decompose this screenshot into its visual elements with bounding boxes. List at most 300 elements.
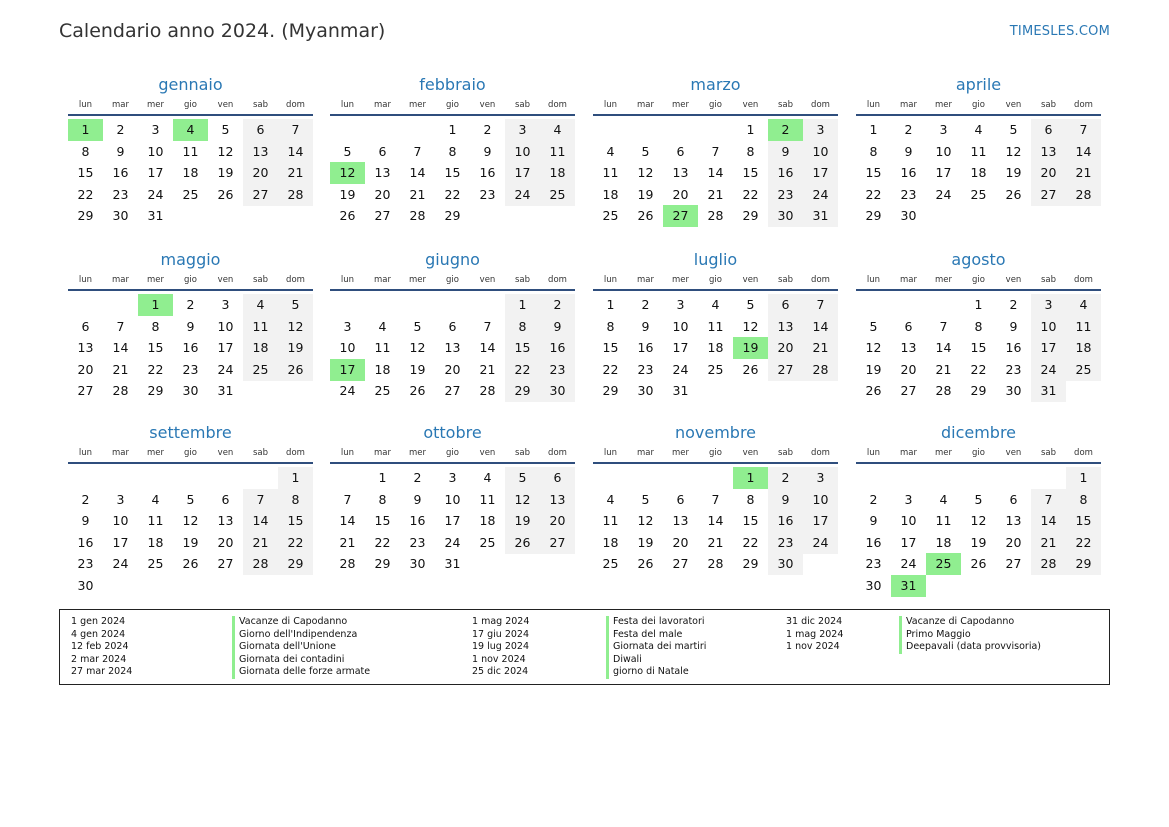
- day-cell: 3: [904, 491, 913, 507]
- day-cell: 2: [768, 467, 803, 489]
- legend-holiday-name: Festa del male: [613, 628, 683, 640]
- weekday-label: dom: [1074, 275, 1093, 285]
- holiday-day-cell: 4: [173, 119, 208, 141]
- legend-date: 25 dic 2024: [472, 666, 529, 678]
- day-cell: 15: [970, 340, 987, 355]
- day-cell: 21: [112, 361, 129, 377]
- day-cell: 15: [602, 340, 619, 355]
- weekday-label: mer: [934, 448, 952, 458]
- weekday-label: dom: [286, 100, 305, 110]
- day-cell: 11: [182, 143, 199, 159]
- legend-date: 1 gen 2024: [71, 616, 126, 627]
- day-cell: 26: [339, 208, 356, 223]
- weekday-label: lun: [340, 448, 355, 458]
- day-cell: 30: [409, 556, 426, 571]
- day-cell: 6: [676, 491, 685, 507]
- weekday-header: [593, 98, 838, 114]
- month-maggio: [68, 249, 313, 423]
- day-cell: 9: [768, 489, 803, 511]
- day-cell: 20: [900, 361, 917, 377]
- day-cell: 18: [182, 165, 199, 180]
- day-cell: 9: [483, 143, 492, 159]
- weekday-label: sab: [777, 448, 794, 458]
- day-cell: 10: [444, 491, 461, 507]
- days-grid: [68, 291, 313, 423]
- day-cell: 28: [243, 553, 278, 575]
- day-cell: 2: [81, 491, 90, 507]
- days-grid: [330, 291, 575, 423]
- day-cell: 19: [409, 361, 426, 377]
- day-cell: 14: [1031, 510, 1066, 532]
- day-cell: 22: [77, 186, 94, 202]
- weekday-header: [593, 446, 838, 462]
- day-cell: 20: [672, 186, 689, 202]
- day-cell: 4: [483, 470, 492, 485]
- legend-date: 19 lug 2024: [472, 641, 529, 653]
- day-cell: 5: [641, 491, 650, 507]
- day-cell: 13: [444, 340, 461, 355]
- day-cell: 1: [746, 122, 755, 137]
- day-cell: 26: [637, 208, 654, 223]
- day-cell: 21: [803, 337, 838, 359]
- day-cell: 30: [77, 577, 94, 593]
- day-cell: 20: [243, 162, 278, 184]
- day-cell: 18: [935, 534, 952, 550]
- day-cell: 19: [1005, 165, 1022, 180]
- day-cell: 28: [935, 383, 952, 398]
- legend-names-col-3: [899, 616, 1041, 654]
- day-cell: 10: [900, 513, 917, 528]
- weekday-label: mar: [112, 275, 129, 285]
- day-cell: 29: [602, 383, 619, 398]
- day-cell: 27: [444, 383, 461, 398]
- day-cell: 2: [116, 122, 125, 137]
- legend-date: 2 mar 2024: [71, 653, 127, 665]
- day-cell: 24: [1031, 359, 1066, 381]
- day-cell: 1: [606, 297, 615, 312]
- day-cell: 17: [444, 513, 461, 528]
- day-cell: 21: [278, 162, 313, 184]
- day-cell: 12: [1005, 143, 1022, 159]
- month-name: dicembre: [940, 423, 1017, 442]
- day-cell: 8: [278, 489, 313, 511]
- day-cell: 30: [637, 383, 654, 398]
- day-cell: 17: [147, 165, 164, 180]
- weekday-label: lun: [866, 448, 881, 458]
- month-name: maggio: [160, 250, 221, 269]
- legend-names-col-2: [606, 616, 706, 679]
- day-cell: 18: [243, 337, 278, 359]
- day-cell: 1: [869, 122, 878, 137]
- days-grid: [856, 291, 1101, 423]
- legend-holiday-name: Giornata dei contadini: [239, 653, 345, 665]
- day-cell: 12: [637, 165, 654, 180]
- legend-holiday-name: Giornata dell'Unione: [239, 641, 337, 653]
- weekday-header: [68, 98, 313, 114]
- day-cell: 25: [602, 208, 619, 223]
- weekday-label: sab: [1040, 100, 1057, 110]
- day-cell: 26: [409, 383, 426, 398]
- day-cell: 27: [1031, 184, 1066, 206]
- day-cell: 4: [939, 491, 948, 507]
- day-cell: 9: [869, 513, 878, 528]
- day-cell: 16: [540, 337, 575, 359]
- month-ottobre: [330, 422, 575, 596]
- day-cell: 19: [182, 534, 199, 550]
- day-cell: 13: [374, 165, 391, 180]
- day-cell: 27: [77, 383, 94, 398]
- weekday-label: dom: [1074, 448, 1093, 458]
- day-cell: 15: [865, 165, 882, 180]
- day-cell: 3: [343, 318, 352, 334]
- day-cell: 29: [865, 208, 882, 223]
- day-cell: 6: [904, 318, 913, 334]
- day-cell: 24: [672, 361, 689, 377]
- weekday-label: ven: [1005, 275, 1022, 285]
- day-cell: 28: [112, 383, 129, 398]
- day-cell: 19: [637, 534, 654, 550]
- day-cell: 4: [606, 491, 615, 507]
- day-cell: 8: [974, 318, 983, 334]
- day-cell: 14: [409, 165, 426, 180]
- day-cell: 19: [505, 510, 540, 532]
- day-cell: 23: [182, 361, 199, 377]
- day-cell: 11: [479, 491, 496, 507]
- day-cell: 22: [865, 186, 882, 202]
- day-cell: 25: [243, 359, 278, 381]
- day-cell: 10: [803, 141, 838, 163]
- days-grid: [330, 464, 575, 596]
- weekday-label: gio: [972, 275, 985, 285]
- day-cell: 8: [448, 143, 457, 159]
- month-aprile: [856, 74, 1101, 248]
- day-cell: 3: [1031, 294, 1066, 316]
- day-cell: 5: [343, 143, 352, 159]
- legend-date: 1 nov 2024: [472, 653, 526, 665]
- day-cell: 16: [1005, 340, 1022, 355]
- day-cell: 23: [768, 532, 803, 554]
- day-cell: 5: [1009, 122, 1018, 137]
- day-cell: 22: [1066, 532, 1101, 554]
- day-cell: 21: [1066, 162, 1101, 184]
- day-cell: 21: [409, 186, 426, 202]
- days-grid: [330, 116, 575, 248]
- weekday-label: sab: [252, 448, 269, 458]
- month-name: gennaio: [158, 75, 223, 94]
- weekday-label: lun: [603, 100, 618, 110]
- day-cell: 7: [483, 318, 492, 334]
- legend-dates-col-1: [71, 616, 132, 679]
- day-cell: 23: [1005, 361, 1022, 377]
- weekday-label: mar: [637, 275, 654, 285]
- month-novembre: [593, 422, 838, 596]
- month-giugno: [330, 249, 575, 423]
- day-cell: 3: [448, 470, 457, 485]
- day-cell: 30: [112, 208, 129, 223]
- weekday-label: mar: [900, 275, 917, 285]
- day-cell: 3: [803, 467, 838, 489]
- day-cell: 7: [939, 318, 948, 334]
- weekday-label: mer: [671, 100, 689, 110]
- day-cell: 7: [116, 318, 125, 334]
- day-cell: 28: [479, 383, 496, 398]
- weekday-label: mer: [934, 100, 952, 110]
- day-cell: 27: [768, 359, 803, 381]
- day-cell: 9: [768, 141, 803, 163]
- weekday-header: [856, 98, 1101, 114]
- day-cell: 18: [374, 361, 391, 377]
- legend-date: 4 gen 2024: [71, 628, 126, 640]
- day-cell: 7: [803, 294, 838, 316]
- day-cell: 3: [803, 119, 838, 141]
- day-cell: 21: [243, 532, 278, 554]
- day-cell: 6: [768, 294, 803, 316]
- day-cell: 26: [742, 361, 759, 377]
- days-grid: [856, 116, 1101, 248]
- day-cell: 12: [217, 143, 234, 159]
- legend-names-col-1: [232, 616, 370, 679]
- day-cell: 18: [970, 165, 987, 180]
- day-cell: 21: [707, 186, 724, 202]
- legend-date: 1 nov 2024: [786, 641, 840, 653]
- weekday-label: gio: [709, 448, 722, 458]
- weekday-label: ven: [1005, 100, 1022, 110]
- day-cell: 9: [904, 143, 913, 159]
- weekday-label: mar: [637, 448, 654, 458]
- day-cell: 17: [900, 534, 917, 550]
- legend-date: 31 dic 2024: [786, 616, 843, 627]
- day-cell: 5: [746, 297, 755, 312]
- holiday-day-cell: 31: [891, 575, 926, 597]
- day-cell: 28: [339, 556, 356, 571]
- day-cell: 11: [1066, 316, 1101, 338]
- weekday-label: ven: [217, 448, 234, 458]
- day-cell: 5: [278, 294, 313, 316]
- day-cell: 20: [77, 361, 94, 377]
- weekday-label: ven: [1005, 448, 1022, 458]
- day-cell: 28: [707, 208, 724, 223]
- day-cell: 12: [409, 340, 426, 355]
- day-cell: 1: [278, 467, 313, 489]
- day-cell: 4: [540, 119, 575, 141]
- holiday-day-cell: 19: [733, 337, 768, 359]
- legend-date: 27 mar 2024: [71, 666, 133, 678]
- day-cell: 11: [707, 318, 724, 334]
- legend-date: 12 feb 2024: [71, 641, 129, 653]
- day-cell: 11: [602, 513, 619, 528]
- legend-holiday-name: Vacanze di Capodanno: [906, 616, 1015, 627]
- day-cell: 9: [186, 318, 195, 334]
- day-cell: 25: [479, 534, 496, 550]
- day-cell: 25: [707, 361, 724, 377]
- day-cell: 23: [540, 359, 575, 381]
- weekday-label: sab: [1040, 448, 1057, 458]
- weekday-label: mar: [112, 100, 129, 110]
- day-cell: 19: [865, 361, 882, 377]
- day-cell: 24: [803, 184, 838, 206]
- day-cell: 29: [147, 383, 164, 398]
- day-cell: 14: [112, 340, 129, 355]
- weekday-label: gio: [709, 275, 722, 285]
- month-dicembre: [856, 422, 1101, 596]
- day-cell: 10: [803, 489, 838, 511]
- day-cell: 18: [540, 162, 575, 184]
- weekday-label: gio: [972, 448, 985, 458]
- day-cell: 16: [77, 534, 94, 550]
- day-cell: 4: [243, 294, 278, 316]
- day-cell: 9: [413, 491, 422, 507]
- day-cell: 3: [116, 491, 125, 507]
- days-grid: [593, 464, 838, 596]
- legend-holiday-name: Primo Maggio: [906, 628, 971, 640]
- day-cell: 6: [243, 119, 278, 141]
- day-cell: 13: [77, 340, 94, 355]
- weekday-label: gio: [184, 100, 197, 110]
- day-cell: 8: [869, 143, 878, 159]
- day-cell: 30: [768, 553, 803, 575]
- day-cell: 29: [374, 556, 391, 571]
- day-cell: 19: [339, 186, 356, 202]
- day-cell: 17: [505, 162, 540, 184]
- day-cell: 9: [1009, 318, 1018, 334]
- day-cell: 28: [707, 556, 724, 571]
- month-name: luglio: [693, 250, 738, 269]
- day-cell: 30: [865, 577, 882, 593]
- day-cell: 10: [1031, 316, 1066, 338]
- day-cell: 26: [637, 556, 654, 571]
- month-name: giugno: [425, 250, 480, 269]
- holiday-day-cell: 2: [768, 119, 803, 141]
- weekday-label: lun: [78, 275, 93, 285]
- day-cell: 5: [974, 491, 983, 507]
- day-cell: 27: [217, 556, 234, 571]
- day-cell: 15: [742, 513, 759, 528]
- brand-logo-text[interactable]: TIMESLES.COM: [1009, 24, 1110, 39]
- legend-holiday-name: Vacanze di Capodanno: [239, 616, 348, 627]
- day-cell: 26: [505, 532, 540, 554]
- day-cell: 27: [672, 556, 689, 571]
- day-cell: 31: [217, 383, 234, 398]
- day-cell: 7: [1066, 119, 1101, 141]
- day-cell: 12: [865, 340, 882, 355]
- weekday-label: mer: [671, 275, 689, 285]
- day-cell: 22: [147, 361, 164, 377]
- day-cell: 6: [540, 467, 575, 489]
- month-febbraio: [330, 74, 575, 248]
- weekday-label: sab: [252, 100, 269, 110]
- day-cell: 31: [444, 556, 461, 571]
- month-name: aprile: [955, 75, 1002, 94]
- day-cell: 5: [186, 491, 195, 507]
- day-cell: 19: [217, 165, 234, 180]
- weekday-label: sab: [514, 275, 531, 285]
- weekday-label: sab: [252, 275, 269, 285]
- day-cell: 14: [935, 340, 952, 355]
- day-cell: 5: [221, 122, 230, 137]
- day-cell: 4: [606, 143, 615, 159]
- day-cell: 2: [641, 297, 650, 312]
- day-cell: 11: [540, 141, 575, 163]
- day-cell: 30: [182, 383, 199, 398]
- day-cell: 3: [676, 297, 685, 312]
- day-cell: 13: [540, 489, 575, 511]
- day-cell: 10: [217, 318, 234, 334]
- day-cell: 16: [182, 340, 199, 355]
- day-cell: 20: [1031, 162, 1066, 184]
- day-cell: 16: [637, 340, 654, 355]
- weekday-label: lun: [78, 100, 93, 110]
- day-cell: 14: [243, 510, 278, 532]
- day-cell: 26: [278, 359, 313, 381]
- day-cell: 23: [112, 186, 129, 202]
- day-cell: 26: [970, 556, 987, 571]
- day-cell: 25: [147, 556, 164, 571]
- day-cell: 15: [505, 337, 540, 359]
- day-cell: 26: [217, 186, 234, 202]
- day-cell: 13: [900, 340, 917, 355]
- day-cell: 5: [869, 318, 878, 334]
- day-cell: 29: [742, 208, 759, 223]
- weekday-label: gio: [184, 275, 197, 285]
- days-grid: [68, 464, 313, 596]
- day-cell: 15: [147, 340, 164, 355]
- weekday-label: mar: [374, 275, 391, 285]
- day-cell: 28: [278, 184, 313, 206]
- day-cell: 23: [768, 184, 803, 206]
- weekday-label: dom: [286, 448, 305, 458]
- day-cell: 25: [182, 186, 199, 202]
- day-cell: 30: [768, 205, 803, 227]
- holiday-day-cell: 27: [663, 205, 698, 227]
- weekday-label: gio: [709, 100, 722, 110]
- day-cell: 4: [1066, 294, 1101, 316]
- weekday-label: dom: [1074, 100, 1093, 110]
- day-cell: 28: [803, 359, 838, 381]
- day-cell: 6: [676, 143, 685, 159]
- weekday-label: gio: [184, 448, 197, 458]
- day-cell: 13: [243, 141, 278, 163]
- day-cell: 10: [147, 143, 164, 159]
- weekday-label: gio: [972, 100, 985, 110]
- weekday-label: ven: [479, 448, 496, 458]
- weekday-label: gio: [446, 100, 459, 110]
- day-cell: 29: [444, 208, 461, 223]
- weekday-label: mar: [900, 100, 917, 110]
- day-cell: 16: [479, 165, 496, 180]
- weekday-header: [68, 273, 313, 289]
- day-cell: 14: [479, 340, 496, 355]
- day-cell: 16: [768, 510, 803, 532]
- day-cell: 19: [278, 337, 313, 359]
- holiday-day-cell: 17: [330, 359, 365, 381]
- weekday-label: gio: [446, 275, 459, 285]
- day-cell: 10: [935, 143, 952, 159]
- day-cell: 17: [935, 165, 952, 180]
- month-name: settembre: [149, 423, 232, 442]
- weekday-header: [593, 273, 838, 289]
- day-cell: 4: [974, 122, 983, 137]
- day-cell: 18: [1066, 337, 1101, 359]
- day-cell: 24: [803, 532, 838, 554]
- day-cell: 15: [742, 165, 759, 180]
- day-cell: 8: [81, 143, 90, 159]
- day-cell: 25: [1066, 359, 1101, 381]
- day-cell: 22: [505, 359, 540, 381]
- day-cell: 18: [602, 186, 619, 202]
- day-cell: 18: [147, 534, 164, 550]
- day-cell: 22: [444, 186, 461, 202]
- holiday-day-cell: 12: [330, 162, 365, 184]
